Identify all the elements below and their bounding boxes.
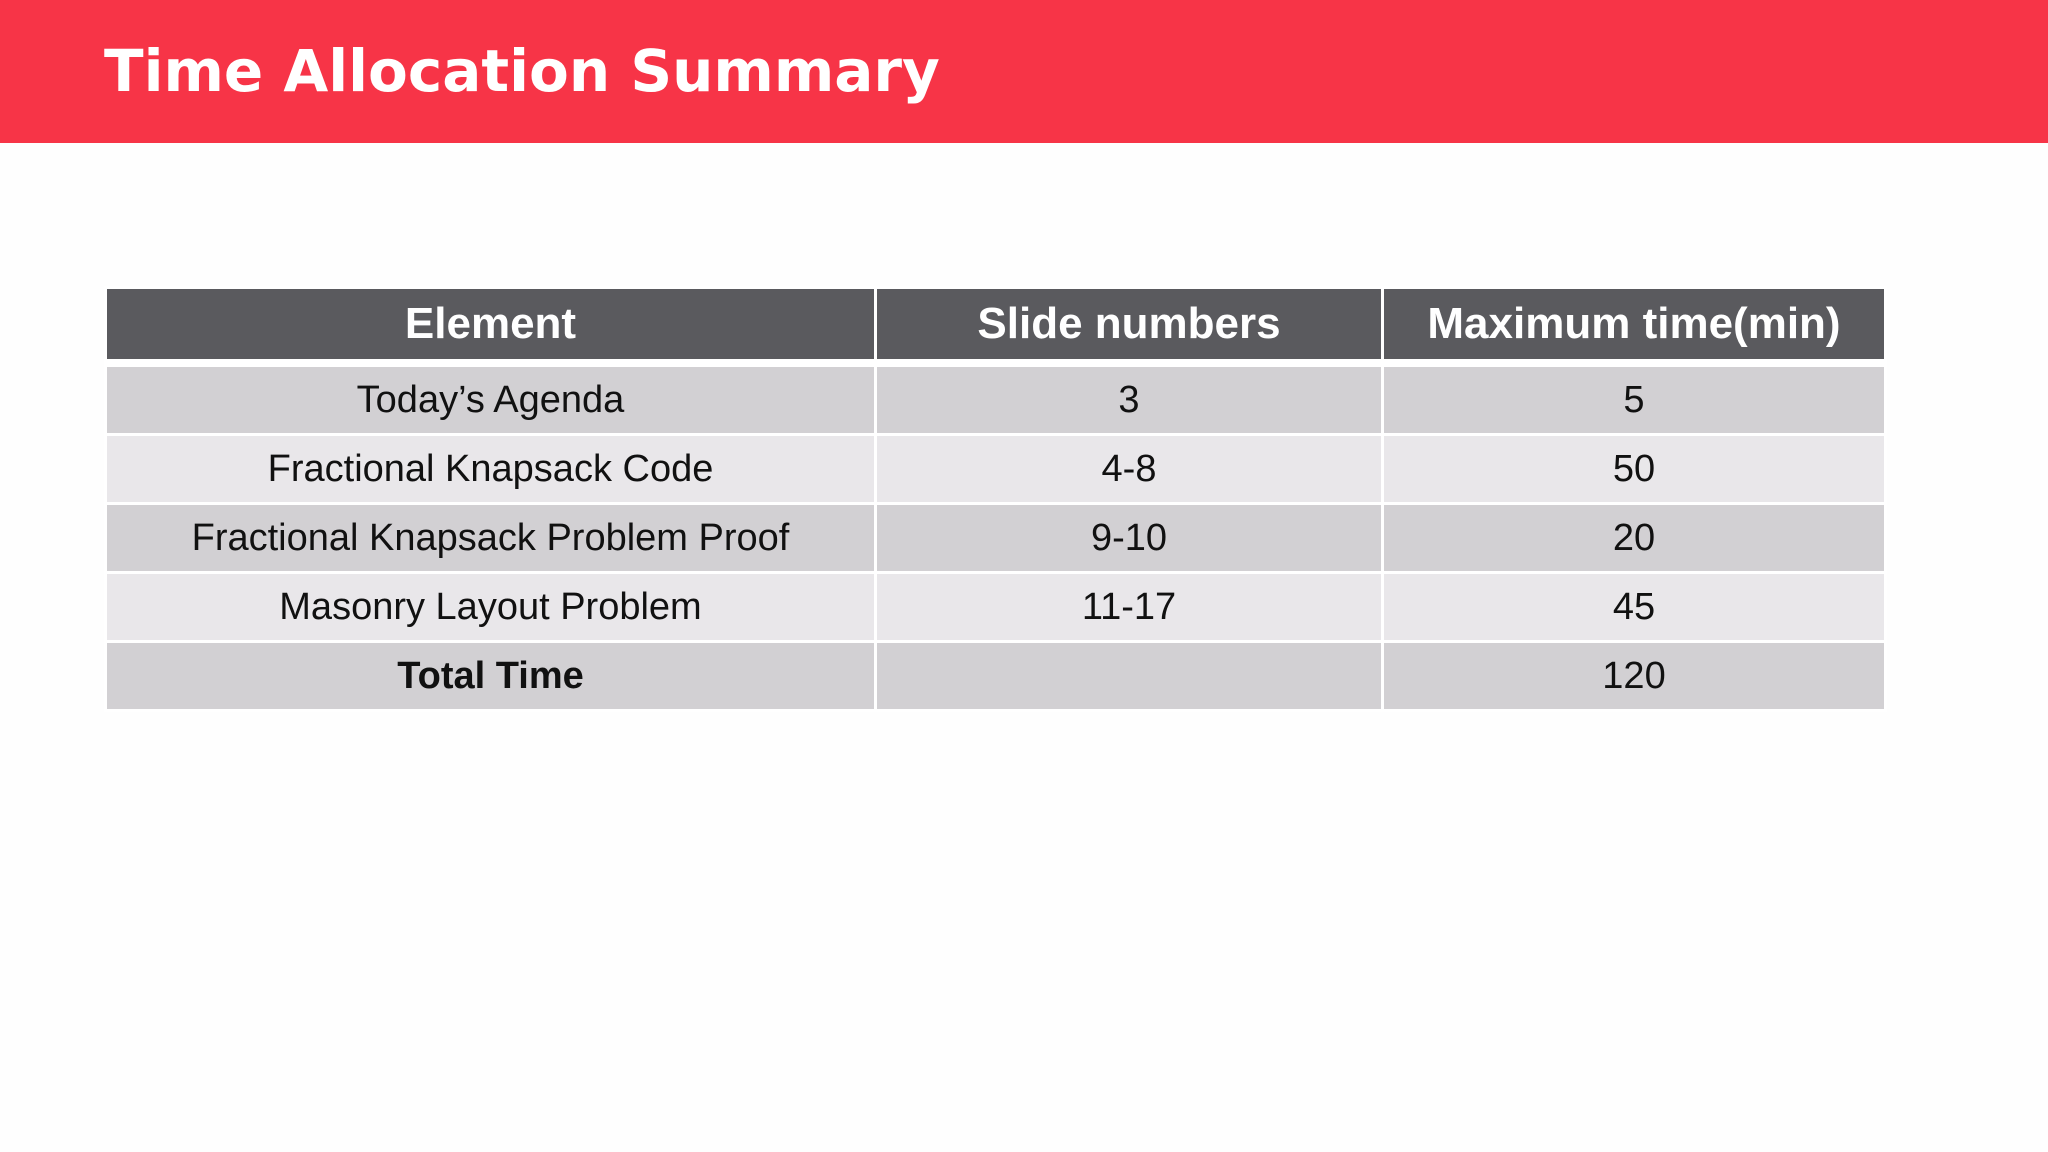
cell-slides: 3	[876, 363, 1383, 435]
cell-max-time: 5	[1383, 363, 1886, 435]
cell-max-time: 20	[1383, 504, 1886, 573]
total-max-time: 120	[1383, 642, 1886, 711]
time-allocation-table	[104, 286, 1887, 712]
title-bar	[0, 0, 2048, 143]
cell-slides: 11-17	[876, 573, 1383, 642]
time-allocation-table-container	[104, 286, 1884, 712]
header-maximum-time: Maximum time(min)	[1383, 288, 1886, 364]
cell-element: Today’s Agenda	[106, 363, 876, 435]
header-slide-numbers: Slide numbers	[876, 288, 1383, 364]
cell-element: Masonry Layout Problem	[106, 573, 876, 642]
table-total-row	[106, 642, 1886, 711]
table-row	[106, 435, 1886, 504]
total-label: Total Time	[106, 642, 876, 711]
cell-element: Fractional Knapsack Code	[106, 435, 876, 504]
table-row	[106, 504, 1886, 573]
cell-max-time: 45	[1383, 573, 1886, 642]
cell-max-time: 50	[1383, 435, 1886, 504]
table-row	[106, 363, 1886, 435]
table-header-row	[106, 288, 1886, 364]
total-slides	[876, 642, 1383, 711]
table-row	[106, 573, 1886, 642]
cell-slides: 9-10	[876, 504, 1383, 573]
cell-slides: 4-8	[876, 435, 1383, 504]
slide-title: Time Allocation Summary	[104, 37, 940, 105]
cell-element: Fractional Knapsack Problem Proof	[106, 504, 876, 573]
header-element: Element	[106, 288, 876, 364]
